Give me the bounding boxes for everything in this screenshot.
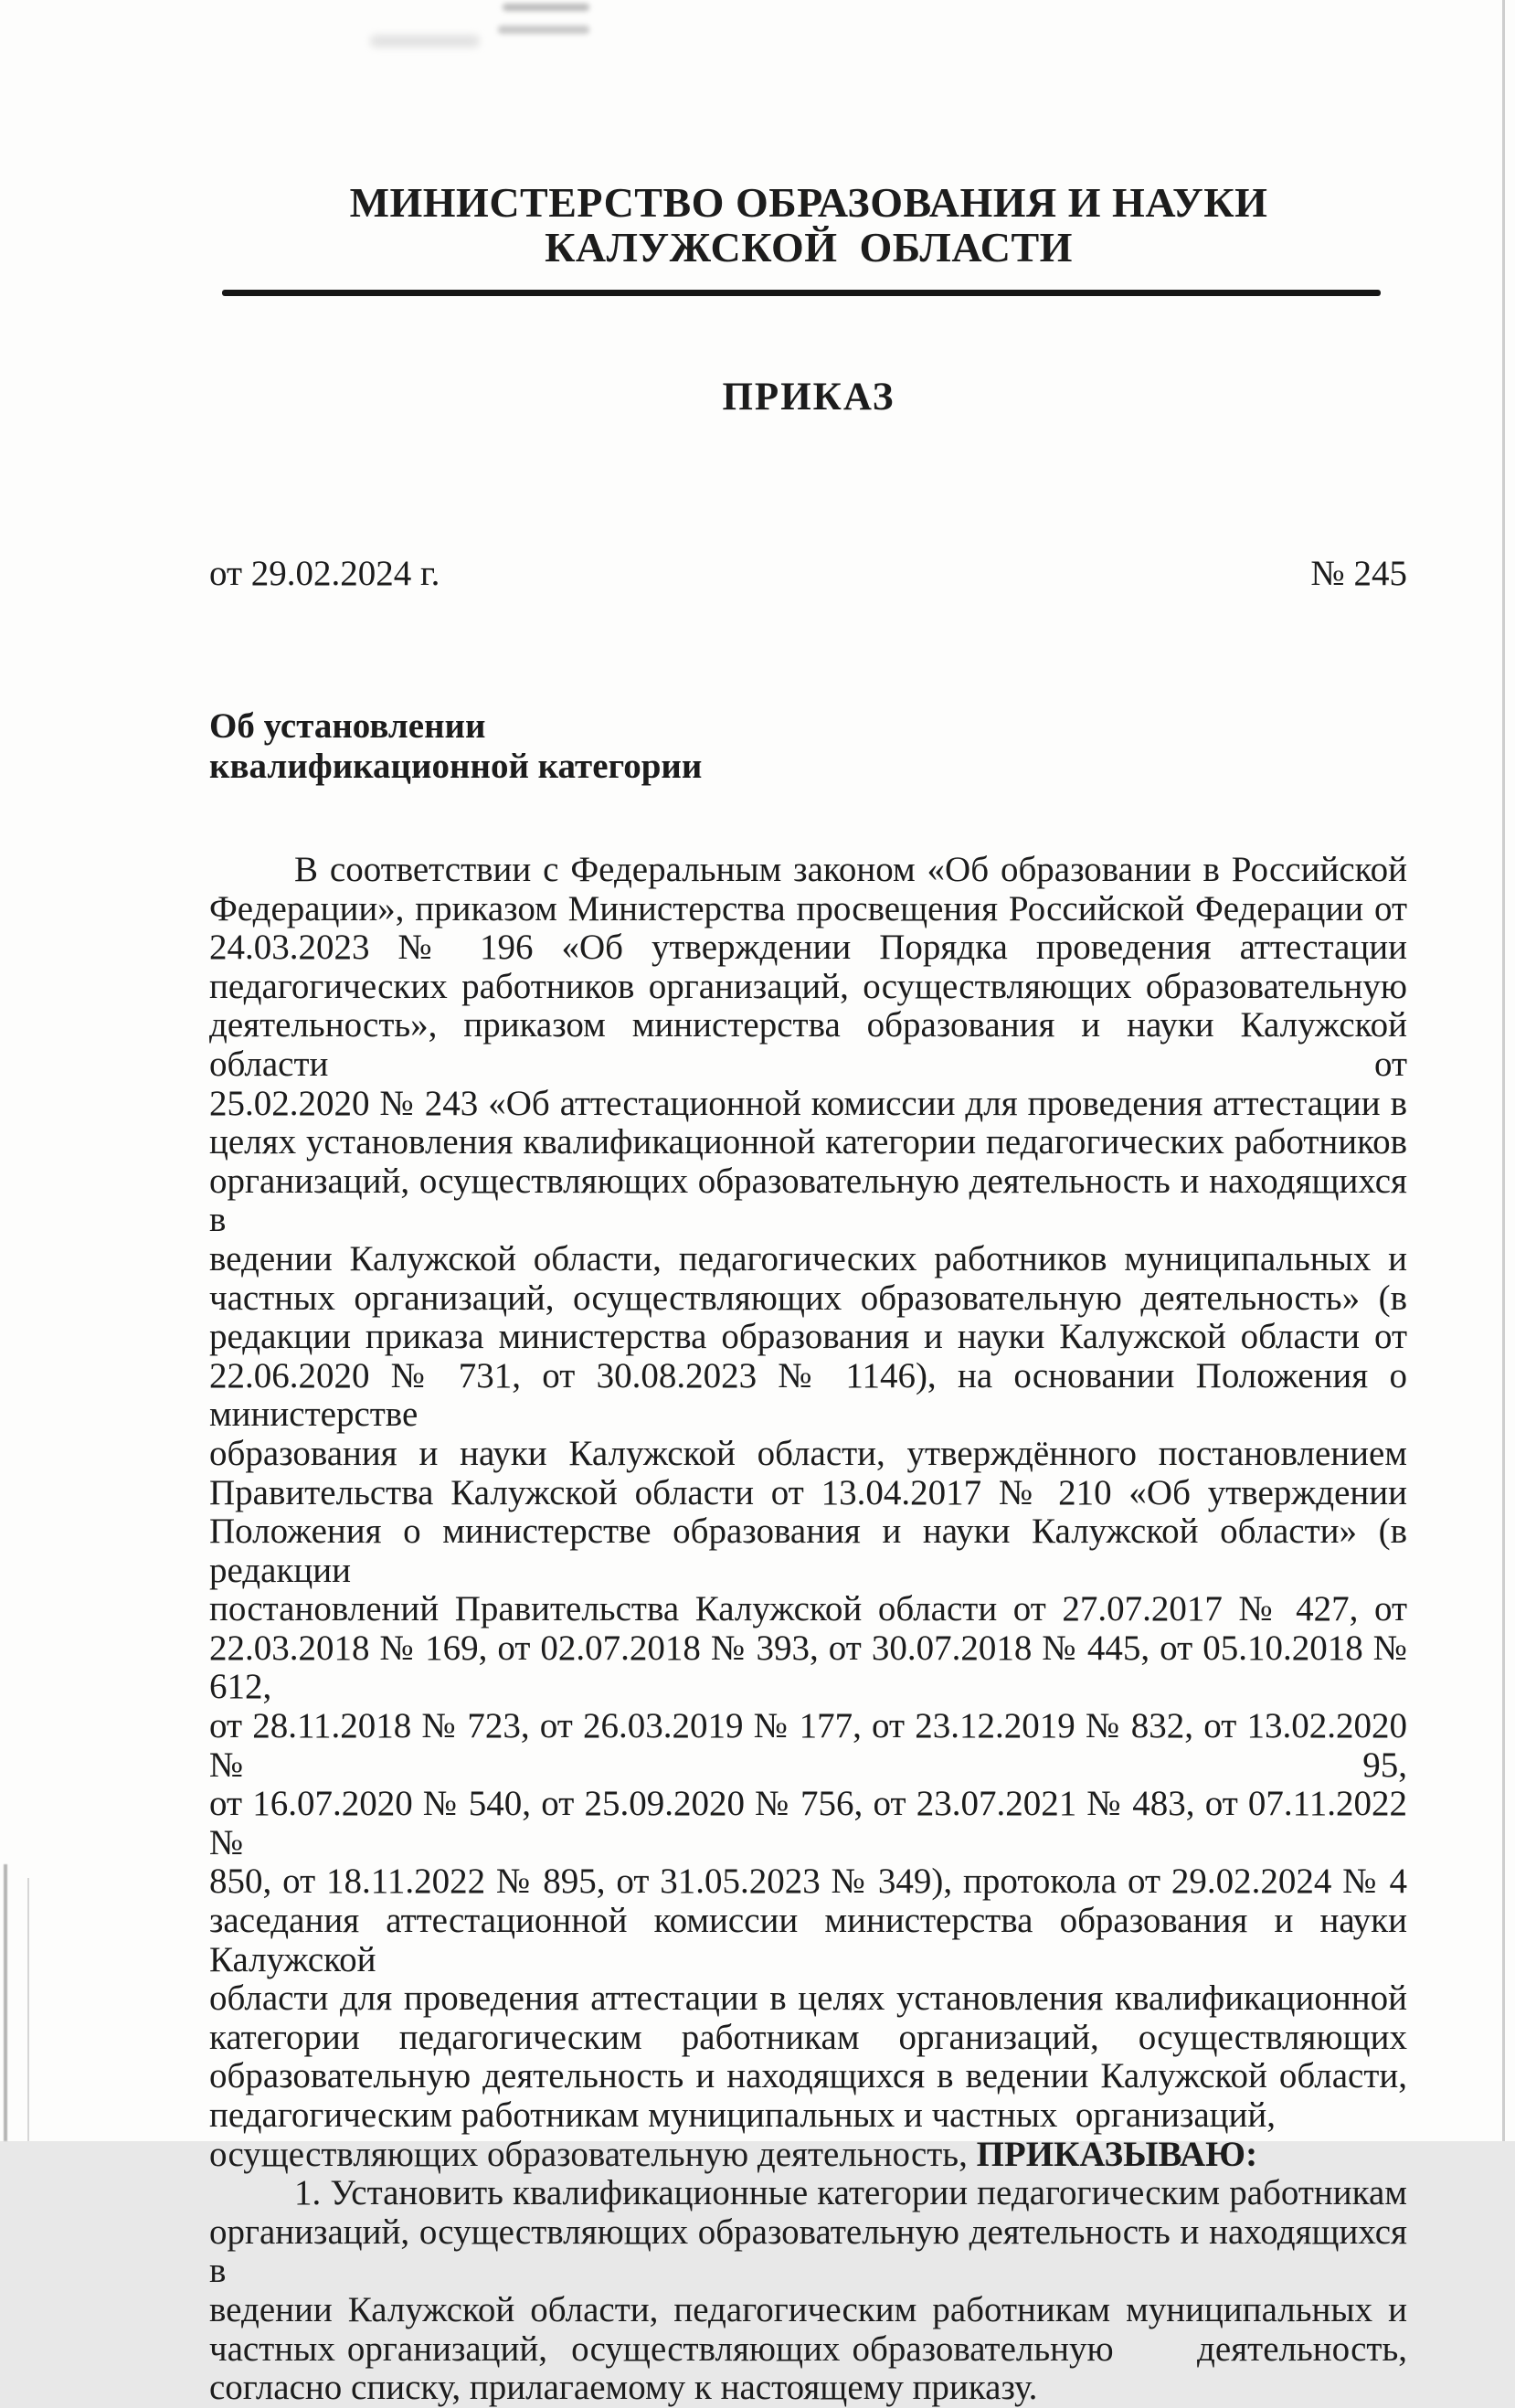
scan-edge-line: [27, 1878, 29, 2141]
body-line: 22.03.2018 № 169, от 02.07.2018 № 393, от 30.07.2018 № 445, от 05.10.2018 № 612,: [209, 1628, 1407, 1707]
body-line: редакции приказа министерства образования и науки Калужской области от: [209, 1317, 1407, 1357]
body-line: 1. Установить квалификационные категории педагогическим работникам: [294, 2173, 1407, 2213]
document-subject: [209, 706, 702, 786]
body-line: организаций, осуществляющих образовательную деятельность и находящихся в: [209, 2212, 1407, 2291]
organization-name-line-1: МИНИСТЕРСТВО ОБРАЗОВАНИЯ И НАУКИ: [349, 179, 1268, 226]
body-line: ведении Калужской области, педагогическим работникам муниципальных и: [209, 2289, 1407, 2329]
body-line: постановлений Правительства Калужской области от 27.07.2017 № 427, от: [209, 1589, 1407, 1629]
body-text: [209, 851, 1407, 2408]
scan-smudge: [370, 35, 480, 48]
body-line: 24.03.2023 № 196 «Об утверждении Порядка проведения аттестации: [209, 928, 1407, 968]
body-line: образования и науки Калужской области, утверждённого постановлением: [209, 1433, 1407, 1473]
organization-name: [210, 180, 1407, 270]
body-line: осуществляющих образовательную деятельность, ПРИКАЗЫВАЮ:: [209, 2134, 1258, 2174]
scan-edge-line: [4, 1864, 7, 2141]
body-line: частных организаций, осуществляющих образовательную деятельность» (в: [209, 1278, 1407, 1318]
letterhead-divider: [222, 290, 1381, 296]
scan-smudge: [498, 26, 589, 34]
body-line: от 16.07.2020 № 540, от 25.09.2020 № 756, от 23.07.2021 № 483, от 07.11.2022 №: [209, 1784, 1407, 1862]
body-line: В соответствии с Федеральным законом «Об образовании в Российской: [294, 850, 1407, 889]
body-line: организаций, осуществляющих образовательную деятельность и находящихся в: [209, 1161, 1407, 1240]
body-line: педагогических работников организаций, осуществляющих образовательную: [209, 966, 1407, 1006]
document-number: № 245: [1310, 554, 1407, 593]
body-line: педагогическим работникам муниципальных и частных организаций,: [209, 2095, 1277, 2135]
body-line: Федерации», приказом Министерства просвещения Российской Федерации от: [209, 888, 1407, 928]
body-line: целях установления квалификационной категории педагогических работников: [209, 1122, 1407, 1162]
organization-name-line-2: КАЛУЖСКОЙ ОБЛАСТИ: [545, 224, 1073, 271]
order-verb-emphasis: ПРИКАЗЫВАЮ:: [976, 2134, 1258, 2174]
date-number-row: [209, 554, 1407, 593]
subject-line-1: Об установлении: [209, 706, 486, 746]
body-line: от 28.11.2018 № 723, от 26.03.2019 № 177, от 23.12.2019 № 832, от 13.02.2020 № 95,: [209, 1706, 1407, 1785]
body-line: деятельность», приказом министерства образования и науки Калужской области от: [209, 1005, 1407, 1084]
body-line: согласно списку, прилагаемому к настоящему приказу.: [209, 2368, 1038, 2408]
body-line: Правительства Калужской области от 13.04.2017 № 210 «Об утверждении: [209, 1472, 1407, 1512]
body-line: ведении Калужской области, педагогических работников муниципальных и: [209, 1238, 1407, 1278]
body-line: области для проведения аттестации в целях установления квалификационной: [209, 1978, 1407, 2019]
body-line: частных организаций, осуществляющих образовательную деятельность,: [209, 2328, 1407, 2369]
document-type-title: ПРИКАЗ: [722, 376, 895, 419]
body-line: 22.06.2020 № 731, от 30.08.2023 № 1146), на основании Положения о министерстве: [209, 1355, 1407, 1435]
body-line: категории педагогическим работникам организаций, осуществляющих: [209, 2017, 1407, 2057]
document-date: от 29.02.2024 г.: [209, 554, 440, 593]
scan-smudge: [503, 4, 589, 11]
body-line: заседания аттестационной комиссии министерства образования и науки Калужской: [209, 1901, 1407, 1979]
body-line: 850, от 18.11.2022 № 895, от 31.05.2023 № 349), протокола от 29.02.2024 № 4: [209, 1862, 1407, 1902]
subject-line-2: квалификационной категории: [209, 746, 703, 786]
body-line: 25.02.2020 № 243 «Об аттестационной комиссии для проведения аттестации в: [209, 1083, 1407, 1123]
body-line: Положения о министерстве образования и науки Калужской области» (в редакции: [209, 1512, 1407, 1590]
scan-edge-line: [1502, 0, 1505, 2141]
body-line: образовательную деятельность и находящихся в ведении Калужской области,: [209, 2056, 1407, 2096]
